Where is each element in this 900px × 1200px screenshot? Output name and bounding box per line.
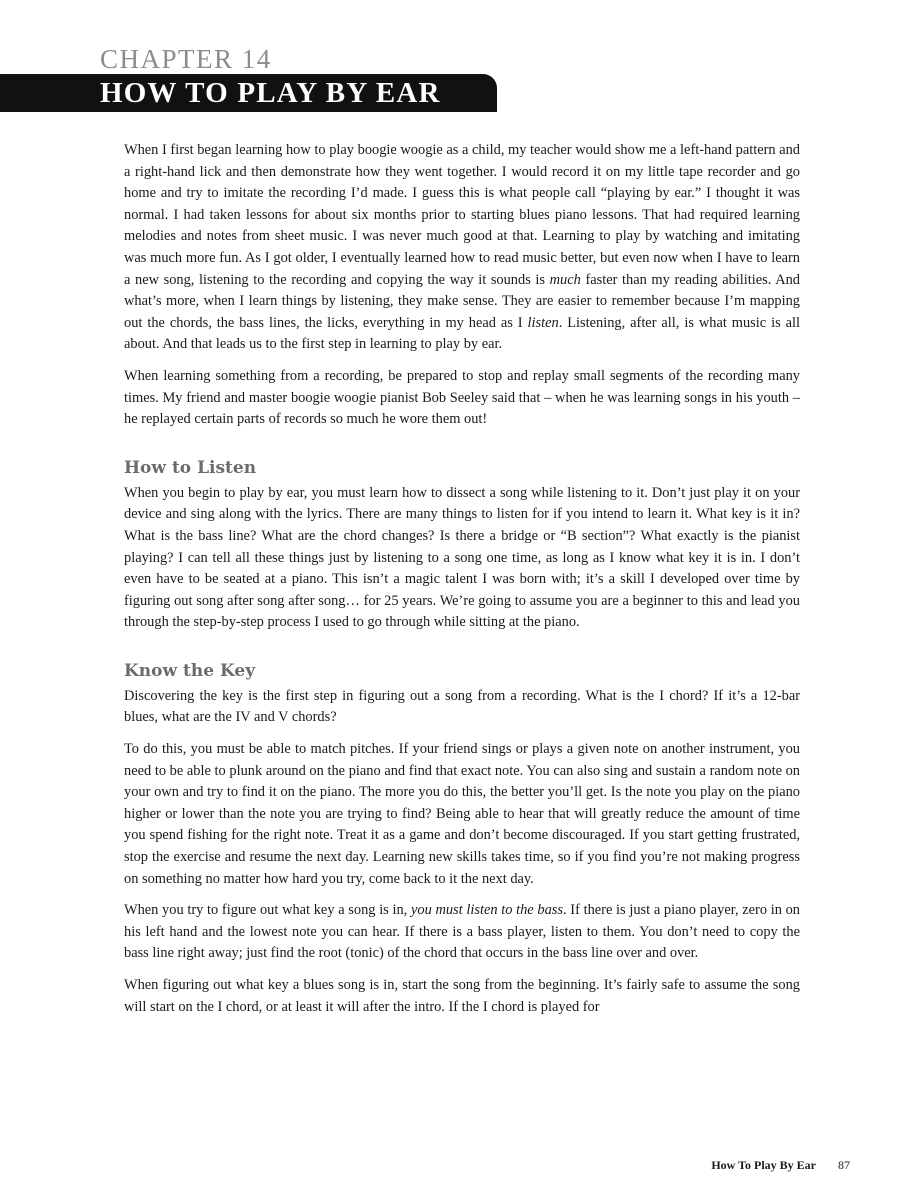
paragraph-7: When figuring out what key a blues song is in, start the song from the beginning. It’s fairly safe to assume the song will start on the I chord, or at least it will after the intro. If the I chord is played for: [124, 977, 800, 1015]
paragraph-1-text-c: . Listening, after all, is what music is all about. And that leads us to the first step in learning to play by ear.: [124, 314, 800, 353]
chapter-title: HOW TO PLAY BY EAR: [100, 77, 441, 109]
page-footer: [711, 1157, 850, 1173]
section-heading-how-to-listen: How to Listen: [124, 457, 257, 478]
paragraph-6-text-b: . If there is just a piano player, zero in on his left hand and the lowest note you can hear. If there is a bass player, listen to them. You don’t need to copy the bass line right away; just find the root (tonic) of the chord that occurs in the bass line over and over.: [124, 902, 801, 962]
page-number: 87: [838, 1158, 850, 1172]
paragraph-6-text-a: When you try to figure out what key a song is in,: [124, 902, 411, 919]
page-body: [124, 140, 800, 1028]
emphasis-listen-to-bass: you must listen to the bass: [410, 902, 563, 919]
paragraph-1-text-b: faster than my reading abilities. And what’s more, when I learn things by listening, they make sense. They are easier to remember because I’m mapping out the chords, the bass lines, the licks, everything in my head as I: [124, 271, 800, 331]
paragraph-4: Discovering the key is the first step in figuring out a song from a recording. What is the I chord? If it’s a 12-bar blues, what are the IV and V chords?: [124, 687, 800, 726]
paragraph-2: When learning something from a recording, be prepared to stop and replay small segments of the recording many times. My friend and master boogie woogie pianist Bob Seeley said that – when he was learning songs in his youth – he replayed certain parts of records so much he wore them out!: [124, 367, 800, 428]
running-title: How To Play By Ear: [711, 1158, 816, 1172]
paragraph-6: [124, 900, 800, 965]
emphasis-much: much: [549, 271, 581, 288]
paragraph-5: To do this, you must be able to match pitches. If your friend sings or plays a given note on another instrument, you need to be able to plunk around on the piano and find that exact note. You can also sing and sustain a random note on your own and try to find it on the piano. The more you do this, the better you’ll get. Is the note you play on the piano higher or lower than the note you are trying to find? Being able to hear that will greatly reduce the amount of time you spend fishing for the right note. Treat it as a game and don’t become discouraged. If you start getting frustrated, stop the exercise and resume the next day. Learning new skills takes time, so if you find you’re not making progress on something no matter how hard you try, come back to it the next day.: [124, 741, 800, 887]
paragraph-1-text-a: When I first began learning how to play boogie woogie as a child, my teacher would show me a left-hand pattern and a right-hand lick and then demonstrate how they went together. I would record it on my little tape recorder and go home and try to imitate the recording I’d made. I guess this is what people call “playing by ear.” I thought it was normal. I had taken lessons for about six months prior to starting blues piano lessons. That had required learning melodies and notes from sheet music. I was never much good at that. Learning to play by watching and imitating was much more fun. As I got older, I eventually learned how to read music better, but even now when I have to learn a new song, listening to the recording and copying the way it sounds is: [124, 142, 800, 288]
paragraph-3: When you begin to play by ear, you must learn how to dissect a song while listening to it. Don’t just play it on your device and sing along with the lyrics. There are many things to listen for if you intend to learn it. What key is it in? What is the bass line? What are the chord changes? Is there a bridge or “B section”? What exactly is the pianist playing? I can tell all these things just by listening to a song one time, as long as I know what key it is in. I don’t even have to be seated at a piano. This isn’t a magic talent I was born with; it’s a skill I developed over time by figuring out song after song after song… for 25 years. We’re going to assume you are a beginner to this and lead you through the step-by-step process I used to go through while sitting at the piano.: [124, 484, 800, 631]
section-heading-know-the-key: Know the Key: [124, 660, 256, 681]
emphasis-listen: listen: [527, 314, 559, 331]
chapter-label: CHAPTER 14: [100, 44, 272, 74]
paragraph-1: [124, 140, 800, 356]
